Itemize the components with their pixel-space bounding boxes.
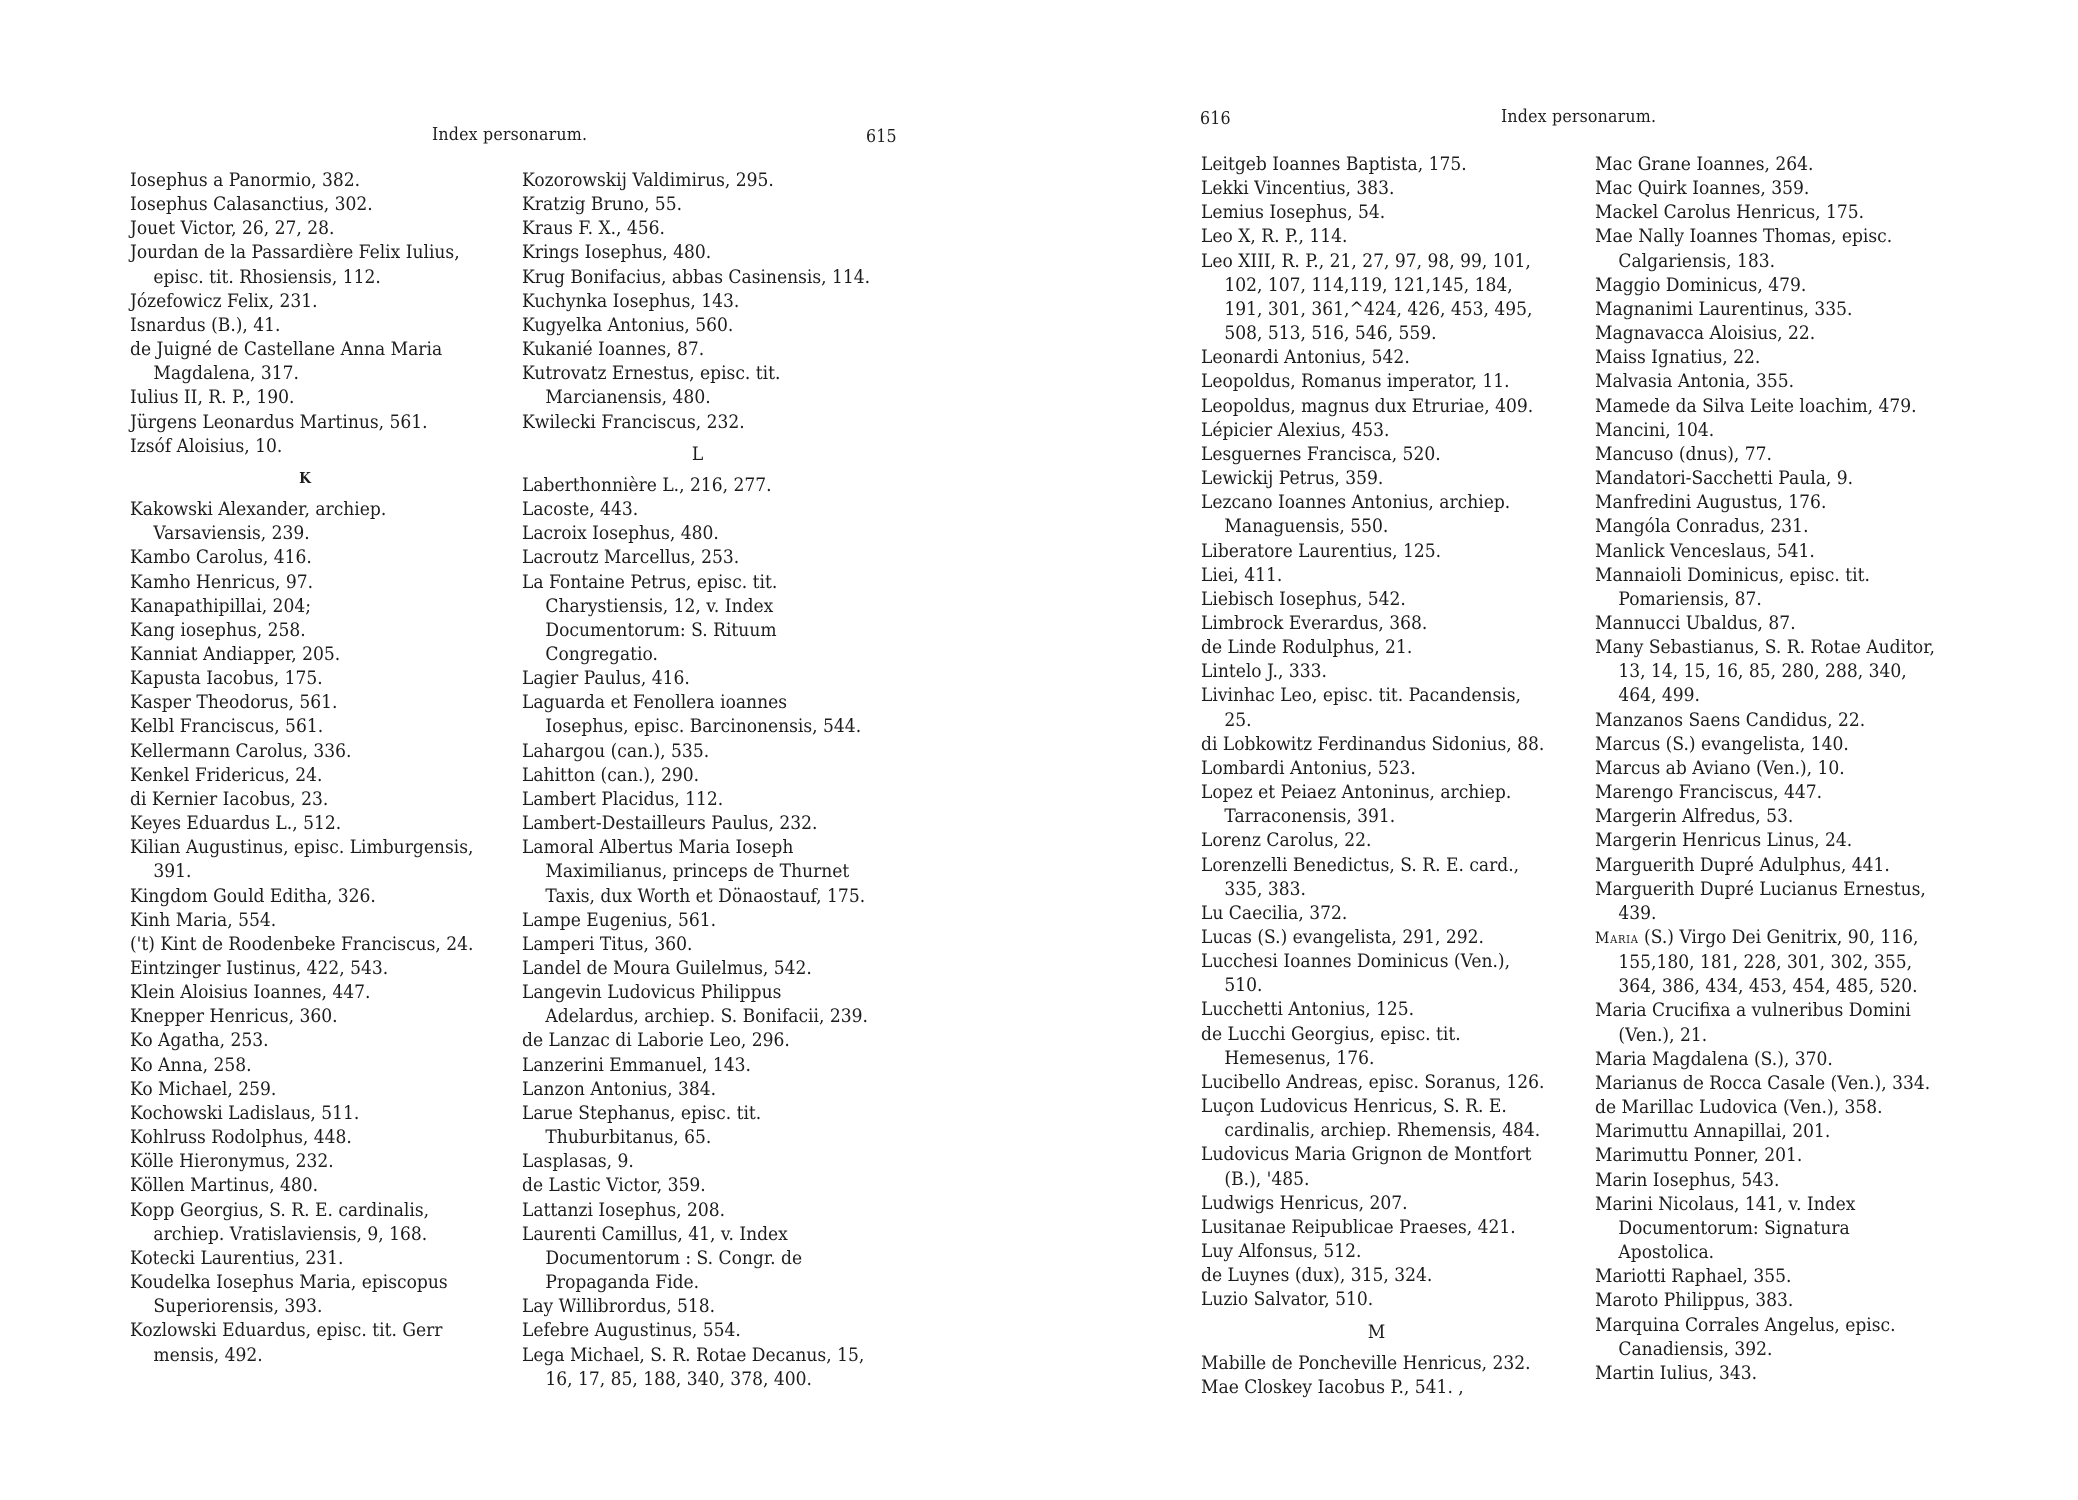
index-entry: Kohlruss Rodolphus, 448. (130, 1126, 352, 1149)
index-entry: Laberthonnière L., 216, 277. (522, 473, 772, 496)
index-entry: Kanapathipillai, 204; (130, 594, 311, 617)
section-letter: L (691, 442, 704, 465)
index-entry: Jourdan de la Passardière Felix Iulius, episc. tit. Rhosiensis, 112. (130, 241, 460, 288)
index-entry: Knepper Henricus, 360. (130, 1005, 338, 1028)
index-entry: de Luynes (dux), 315, 324. (1201, 1264, 1433, 1287)
index-entry: Malvasia Antonia, 355. (1595, 370, 1795, 393)
index-entry: Marquina Corrales Angelus, episc. Canadiensis, 392. (1595, 1313, 1896, 1360)
index-entry: Mancuso (dnus), 77. (1595, 442, 1772, 465)
index-entry: Mabille de Poncheville Henricus, 232. (1201, 1351, 1531, 1374)
index-entry: Lacoste, 443. (522, 498, 639, 521)
index-entry: Keyes Eduardus L., 512. (130, 812, 342, 835)
index-entry: ('t) Kint de Roodenbeke Franciscus, 24. (130, 932, 474, 955)
index-entry: Kang iosephus, 258. (130, 618, 306, 641)
index-entry: Lucchetti Antonius, 125. (1201, 998, 1415, 1021)
index-entry: Kilian Augustinus, episc. Limburgensis, 391. (130, 836, 474, 883)
index-entry: de Juigné de Castellane Anna Maria Magdalena, 317. (130, 338, 443, 385)
index-entry: Józefowicz Felix, 231. (130, 289, 318, 312)
index-entry: Livinhac Leo, episc. tit. Pacandensis, 25. (1201, 684, 1521, 731)
index-entry: Lesguernes Francisca, 520. (1201, 442, 1441, 465)
index-entry: Many Sebastianus, S. R. Rotae Auditor, 13, 14, 15, 16, 85, 280, 288, 340, 464, 499. (1595, 636, 1935, 707)
index-entry: Marimuttu Ponner, 201. (1595, 1144, 1803, 1167)
index-entry: Leopoldus, magnus dux Etruriae, 409. (1201, 394, 1534, 417)
entry-text: (S.) Virgo Dei Genitrix, 90, 116, 155,180, 181, 228, 301, 302, 355, 364, 386, 434, 453, 454, 485, 520. (1618, 926, 1919, 998)
index-entry: Laurenti Camillus, 41, v. Index Documentorum : S. Congr. de Propaganda Fide. (522, 1222, 803, 1294)
index-entry: Kopp Georgius, S. R. E. cardinalis, archiep. Vratislaviensis, 9, 168. (130, 1198, 430, 1245)
index-entry: Magnanimi Laurentinus, 335. (1595, 297, 1853, 320)
index-entry: Kenkel Fridericus, 24. (130, 763, 323, 786)
index-entry: Maggio Dominicus, 479. (1595, 273, 1807, 296)
index-entry: Lagier Paulus, 416. (522, 667, 690, 690)
index-entry: di Kernier Iacobus, 23. (130, 787, 329, 810)
index-entry: Magnavacca Aloisius, 22. (1595, 322, 1816, 345)
index-entry: Marcus (S.) evangelista, 140. (1595, 732, 1849, 755)
index-entry: di Lobkowitz Ferdinandus Sidonius, 88. (1201, 732, 1545, 755)
index-entry: Kanniat Andiapper, 205. (130, 642, 341, 665)
index-entry: Lorenzelli Benedictus, S. R. E. card., 335, 383. (1201, 853, 1520, 900)
index-entry: Margerin Henricus Linus, 24. (1595, 829, 1853, 852)
index-column (130, 168, 481, 1367)
index-entry: Maiss Ignatius, 22. (1595, 346, 1761, 369)
index-entry: Lanzerini Emmanuel, 143. (522, 1053, 751, 1076)
index-entry: Liei, 411. (1201, 563, 1283, 586)
index-entry: Köllen Martinus, 480. (130, 1174, 319, 1197)
index-entry: Marengo Franciscus, 447. (1595, 781, 1823, 804)
index-entry: Luy Alfonsus, 512. (1201, 1240, 1362, 1263)
index-entry: Lahitton (can.), 290. (522, 763, 700, 786)
index-entry: Klein Aloisius Ioannes, 447. (130, 981, 371, 1004)
index-entry: de Lanzac di Laborie Leo, 296. (522, 1029, 790, 1052)
index-entry: Kozlowski Eduardus, episc. tit. Gerr mensis, 492. (130, 1319, 443, 1366)
index-entry: Lu Caecilia, 372. (1201, 901, 1348, 924)
index-entry: Mackel Carolus Henricus, 175. (1595, 201, 1865, 224)
index-entry: Leonardi Antonius, 542. (1201, 346, 1410, 369)
index-entry: Lépicier Alexius, 453. (1201, 418, 1390, 441)
index-entry: Lucas (S.) evangelista, 291, 292. (1201, 926, 1484, 948)
index-entry: Luzio Salvator, 510. (1201, 1288, 1374, 1311)
entry-small-caps: Maria (1595, 929, 1639, 947)
index-entry: Mae Closkey Iacobus P., 541. , (1201, 1375, 1464, 1398)
index-entry: Koudelka Iosephus Maria, episcopus Superiorensis, 393. (130, 1271, 448, 1318)
index-entry: Liberatore Laurentius, 125. (1201, 539, 1442, 562)
index-entry: Mae Nally Ioannes Thomas, episc. Calgariensis, 183. (1595, 225, 1893, 272)
index-entry: Lay Willibrordus, 518. (522, 1295, 716, 1318)
index-entry: Kotecki Laurentius, 231. (130, 1246, 344, 1269)
index-entry (1595, 925, 1946, 998)
index-entry: Lucibello Andreas, episc. Soranus, 126. (1201, 1070, 1545, 1093)
index-entry: Kölle Hieronymus, 232. (130, 1150, 334, 1173)
index-entry: Kugyelka Antonius, 560. (522, 313, 734, 336)
index-entry: Lombardi Antonius, 523. (1201, 756, 1416, 779)
index-column (1595, 152, 1946, 1385)
right-page (1039, 0, 2078, 1500)
index-entry: La Fontaine Petrus, episc. tit. Charystiensis, 12, v. Index Documentorum: S. Rituum Congregatio. (522, 570, 778, 665)
index-entry: Lambert Placidus, 112. (522, 787, 724, 810)
page-number: 616 (1200, 108, 1231, 129)
index-entry: Kuchynka Iosephus, 143. (522, 289, 740, 312)
index-entry: Leo X, R. P., 114. (1201, 225, 1348, 248)
index-entry: Krings Iosephus, 480. (522, 241, 712, 264)
index-entry: Martin Iulius, 343. (1595, 1361, 1758, 1384)
index-entry: Leopoldus, Romanus imperator, 11. (1201, 370, 1510, 393)
index-entry: Kellermann Carolus, 336. (130, 739, 352, 762)
index-entry: Manfredini Augustus, 176. (1595, 491, 1827, 514)
index-entry: Iosephus a Panormio, 382. (130, 169, 361, 191)
index-entry: Kamho Henricus, 97. (130, 570, 314, 593)
index-entry: Jouet Victor, 26, 27, 28. (130, 217, 335, 240)
index-entry: Kukanié Ioannes, 87. (522, 338, 705, 361)
index-entry: Maria Crucifixa a vulneribus Domini (Ven.), 21. (1595, 999, 1911, 1046)
section-letter: K (299, 468, 312, 487)
running-header-title: Index personarum. (1501, 106, 1657, 127)
index-entry: Manzanos Saens Candidus, 22. (1595, 708, 1866, 731)
index-entry: Leo XIII, R. P., 21, 27, 97, 98, 99, 101, 102, 107, 114,119, 121,145, 184, 191, 301, 361,^424, 426, 453, 495, 508, 513, 516, 546, 559. (1201, 249, 1533, 345)
index-entry: Marguerith Dupré Lucianus Ernestus, 439. (1595, 877, 1926, 924)
index-entry: Kambo Carolus, 416. (130, 546, 312, 569)
index-entry: de Marillac Ludovica (Ven.), 358. (1595, 1096, 1883, 1119)
index-entry: Lekki Vincentius, 383. (1201, 177, 1395, 200)
index-entry: Mac Quirk Ioannes, 359. (1595, 177, 1810, 200)
index-entry: Liebisch Iosephus, 542. (1201, 587, 1406, 610)
index-column (1201, 152, 1552, 1399)
index-entry: de Linde Rodulphus, 21. (1201, 636, 1413, 659)
index-entry: Landel de Moura Guilelmus, 542. (522, 957, 812, 979)
index-entry: Mariotti Raphael, 355. (1595, 1265, 1792, 1288)
index-entry: Kozorowskij Valdimirus, 295. (522, 169, 774, 191)
index-entry: Izsóf Aloisius, 10. (130, 434, 283, 457)
index-entry: Marguerith Dupré Adulphus, 441. (1595, 853, 1890, 876)
index-entry: Kwilecki Franciscus, 232. (522, 410, 745, 433)
index-entry: Mannucci Ubaldus, 87. (1595, 611, 1796, 634)
index-entry: Marini Nicolaus, 141, v. Index Documentorum: Signatura Apostolica. (1595, 1192, 1856, 1264)
index-entry: Lewickij Petrus, 359. (1201, 467, 1384, 490)
index-entry: Lefebre Augustinus, 554. (522, 1319, 741, 1342)
index-entry: Iulius II, R. P., 190. (130, 386, 295, 409)
index-entry: Jürgens Leonardus Martinus, 561. (130, 410, 428, 433)
index-entry: de Lastic Victor, 359. (522, 1174, 706, 1197)
running-header-title: Index personarum. (432, 124, 588, 145)
index-entry: Mamede da Silva Leite loachim, 479. (1595, 394, 1917, 417)
page-number: 615 (866, 126, 897, 147)
index-entry: Kasper Theodorus, 561. (130, 691, 338, 714)
index-entry: Kutrovatz Ernestus, episc. tit. Marcianensis, 480. (522, 362, 781, 409)
index-entry: Kapusta Iacobus, 175. (130, 667, 323, 690)
index-entry: Mac Grane Ioannes, 264. (1595, 153, 1814, 175)
index-entry: Lattanzi Iosephus, 208. (522, 1198, 726, 1221)
index-entry: Marianus de Rocca Casale (Ven.), 334. (1595, 1071, 1931, 1094)
index-entry: Krug Bonifacius, abbas Casinensis, 114. (522, 265, 871, 288)
index-entry: Marcus ab Aviano (Ven.), 10. (1595, 756, 1845, 779)
index-entry: Lasplasas, 9. (522, 1150, 634, 1173)
index-column (522, 168, 873, 1391)
index-entry: Lahargou (can.), 535. (522, 739, 710, 762)
index-entry: Ludwigs Henricus, 207. (1201, 1191, 1408, 1214)
index-entry: Lampe Eugenius, 561. (522, 908, 717, 931)
index-entry: Mandatori-Sacchetti Paula, 9. (1595, 467, 1854, 490)
index-entry: Kakowski Alexander, archiep. Varsaviensis, 239. (130, 498, 387, 545)
index-entry: Maroto Philippus, 383. (1595, 1289, 1794, 1312)
index-entry: Kelbl Franciscus, 561. (130, 715, 324, 738)
section-letter: M (1367, 1320, 1386, 1343)
index-entry: Margerin Alfredus, 53. (1595, 805, 1794, 828)
index-entry: Limbrock Everardus, 368. (1201, 611, 1428, 634)
index-entry: Kingdom Gould Editha, 326. (130, 884, 376, 907)
index-entry: Lezcano Ioannes Antonius, archiep. Managuensis, 550. (1201, 491, 1511, 538)
index-entry: Lusitanae Reipublicae Praeses, 421. (1201, 1215, 1516, 1238)
index-entry: Lacroix Iosephus, 480. (522, 522, 719, 545)
index-entry: Laguarda et Fenollera ioannes Iosephus, episc. Barcinonensis, 544. (522, 691, 862, 738)
index-entry: Lintelo J., 333. (1201, 660, 1327, 683)
index-entry: Mangóla Conradus, 231. (1595, 515, 1809, 538)
index-entry: Luçon Ludovicus Henricus, S. R. E. cardinalis, archiep. Rhemensis, 484. (1201, 1095, 1541, 1142)
index-entry: Marin Iosephus, 543. (1595, 1168, 1780, 1191)
index-entry: de Lucchi Georgius, episc. tit. Hemesenus, 176. (1201, 1022, 1461, 1069)
index-entry: Ko Agatha, 253. (130, 1029, 269, 1052)
index-entry: Lanzon Antonius, 384. (522, 1077, 717, 1100)
index-entry: Isnardus (B.), 41. (130, 313, 281, 336)
index-entry: Kochowski Ladislaus, 511. (130, 1101, 360, 1124)
index-entry: Kinh Maria, 554. (130, 908, 277, 931)
index-entry: Lega Michael, S. R. Rotae Decanus, 15, 16, 17, 85, 188, 340, 378, 400. (522, 1343, 865, 1390)
index-entry: Maria Magdalena (S.), 370. (1595, 1047, 1833, 1070)
index-entry: Lamperi Titus, 360. (522, 932, 693, 955)
index-entry: Lamoral Albertus Maria Ioseph Maximilianus, princeps de Thurnet Taxis, dux Worth et Dönaostauf, 175. (522, 836, 866, 907)
index-entry: Lambert-Destailleurs Paulus, 232. (522, 812, 818, 835)
index-entry: Kraus F. X., 456. (522, 217, 666, 240)
index-entry: Iosephus Calasanctius, 302. (130, 193, 373, 216)
index-entry: Marimuttu Annapillai, 201. (1595, 1120, 1831, 1143)
index-entry: Lacroutz Marcellus, 253. (522, 546, 740, 569)
index-entry: Kratzig Bruno, 55. (522, 193, 683, 216)
index-entry: Larue Stephanus, episc. tit. Thuburbitanus, 65. (522, 1101, 762, 1149)
index-entry: Manlick Venceslaus, 541. (1595, 539, 1815, 562)
index-entry: Leitgeb Ioannes Baptista, 175. (1201, 153, 1467, 175)
index-entry: Mannaioli Dominicus, episc. tit. Pomariensis, 87. (1595, 563, 1870, 610)
index-entry: Eintzinger Iustinus, 422, 543. (130, 957, 389, 979)
index-entry: Langevin Ludovicus Philippus Adelardus, archiep. S. Bonifacii, 239. (522, 981, 868, 1028)
index-entry: Lorenz Carolus, 22. (1201, 829, 1372, 852)
index-entry: Lucchesi Ioannes Dominicus (Ven.), 510. (1201, 950, 1511, 997)
index-entry: Ko Anna, 258. (130, 1053, 252, 1076)
index-entry: Lemius Iosephus, 54. (1201, 201, 1386, 224)
index-entry: Mancini, 104. (1595, 418, 1715, 441)
index-entry: Lopez et Peiaez Antoninus, archiep. Tarraconensis, 391. (1201, 781, 1512, 828)
index-entry: Ludovicus Maria Grignon de Montfort (B.), '485. (1201, 1143, 1532, 1190)
index-entry: Ko Michael, 259. (130, 1077, 277, 1100)
